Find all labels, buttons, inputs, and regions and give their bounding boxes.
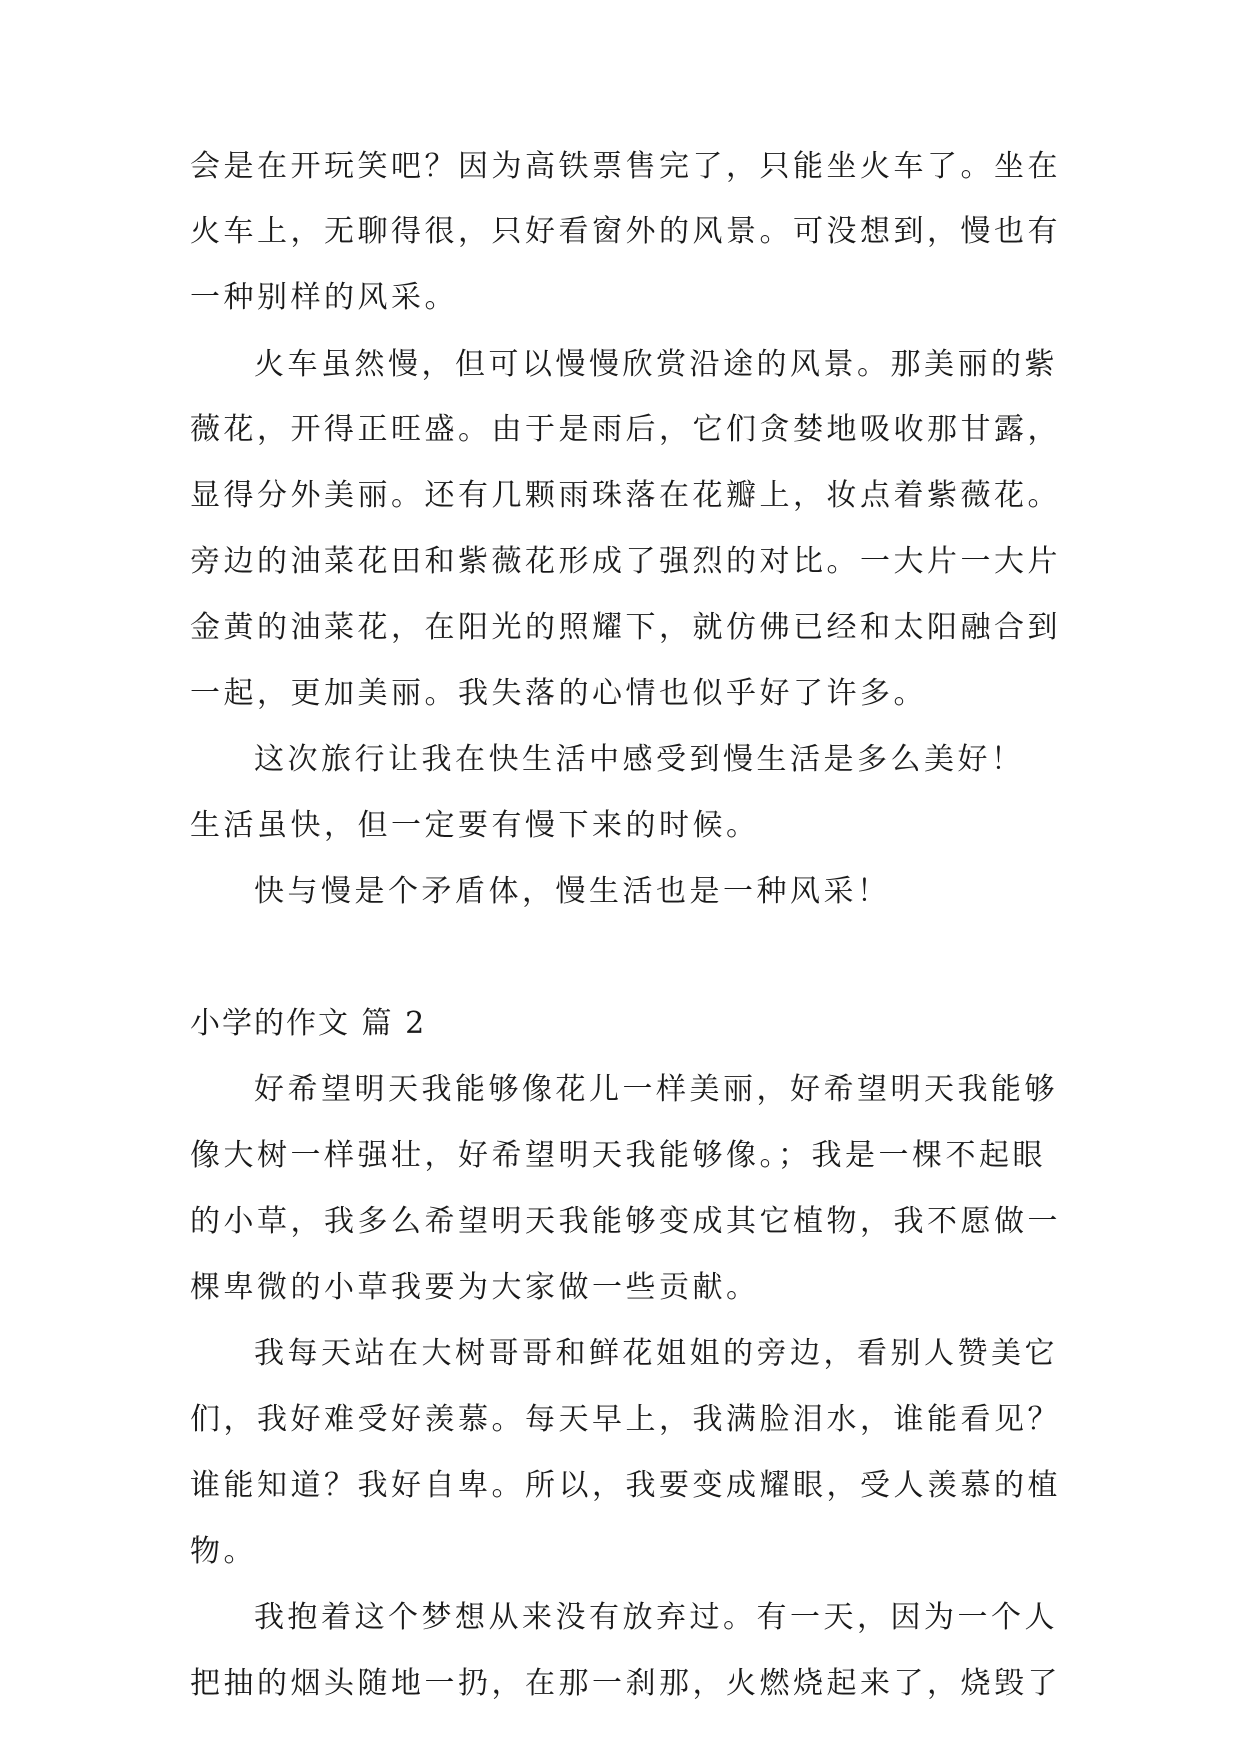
paragraph-line: 薇花，开得正旺盛。由于是雨后，它们贪婪地吸收那甘露，	[190, 412, 1061, 447]
paragraph-line: 显得分外美丽。还有几颗雨珠落在花瓣上，妆点着紫薇花。	[190, 478, 1061, 513]
paragraph-line: 一起，更加美丽。我失落的心情也似乎好了许多。	[190, 676, 927, 711]
paragraph-line: 旁边的油菜花田和紫薇花形成了强烈的对比。一大片一大片	[190, 544, 1061, 579]
paragraph-line: 一种别样的风采。	[190, 280, 458, 315]
paragraph-line: 火车上，无聊得很，只好看窗外的风景。可没想到，慢也有	[190, 214, 1061, 249]
paragraph-line: 谁能知道？我好自卑。所以，我要变成耀眼，受人羡慕的植	[190, 1468, 1061, 1503]
paragraph-line: 好希望明天我能够像花儿一样美丽，好希望明天我能够	[254, 1072, 1058, 1107]
paragraph-line: 们，我好难受好羡慕。每天早上，我满脸泪水，谁能看见？	[190, 1402, 1061, 1437]
paragraph-line: 我每天站在大树哥哥和鲜花姐姐的旁边，看别人赞美它	[254, 1336, 1058, 1371]
paragraph-line: 像大树一样强壮，好希望明天我能够像。；我是一棵不起眼	[190, 1138, 1046, 1173]
paragraph-line: 生活虽快，但一定要有慢下来的时候。	[190, 808, 760, 843]
paragraph-line: 我抱着这个梦想从来没有放弃过。有一天，因为一个人	[254, 1600, 1058, 1635]
section-heading: 小学的作文 篇 2	[190, 1006, 427, 1041]
paragraph-line: 金黄的油菜花，在阳光的照耀下，就仿佛已经和太阳融合到	[190, 610, 1061, 645]
paragraph-line: 快与慢是个矛盾体，慢生活也是一种风采！	[254, 874, 891, 909]
paragraph-line: 会是在开玩笑吧？因为高铁票售完了，只能坐火车了。坐在	[190, 149, 1061, 184]
paragraph-line: 火车虽然慢，但可以慢慢欣赏沿途的风景。那美丽的紫	[254, 347, 1058, 382]
paragraph-line: 的小草，我多么希望明天我能够变成其它植物，我不愿做一	[190, 1204, 1061, 1239]
paragraph-line: 这次旅行让我在快生活中感受到慢生活是多么美好！	[254, 742, 1025, 777]
paragraph-line: 棵卑微的小草我要为大家做一些贡献。	[190, 1270, 760, 1305]
paragraph-line: 把抽的烟头随地一扔，在那一刹那，火燃烧起来了，烧毁了	[190, 1666, 1061, 1701]
paragraph-line: 物。	[190, 1534, 257, 1569]
